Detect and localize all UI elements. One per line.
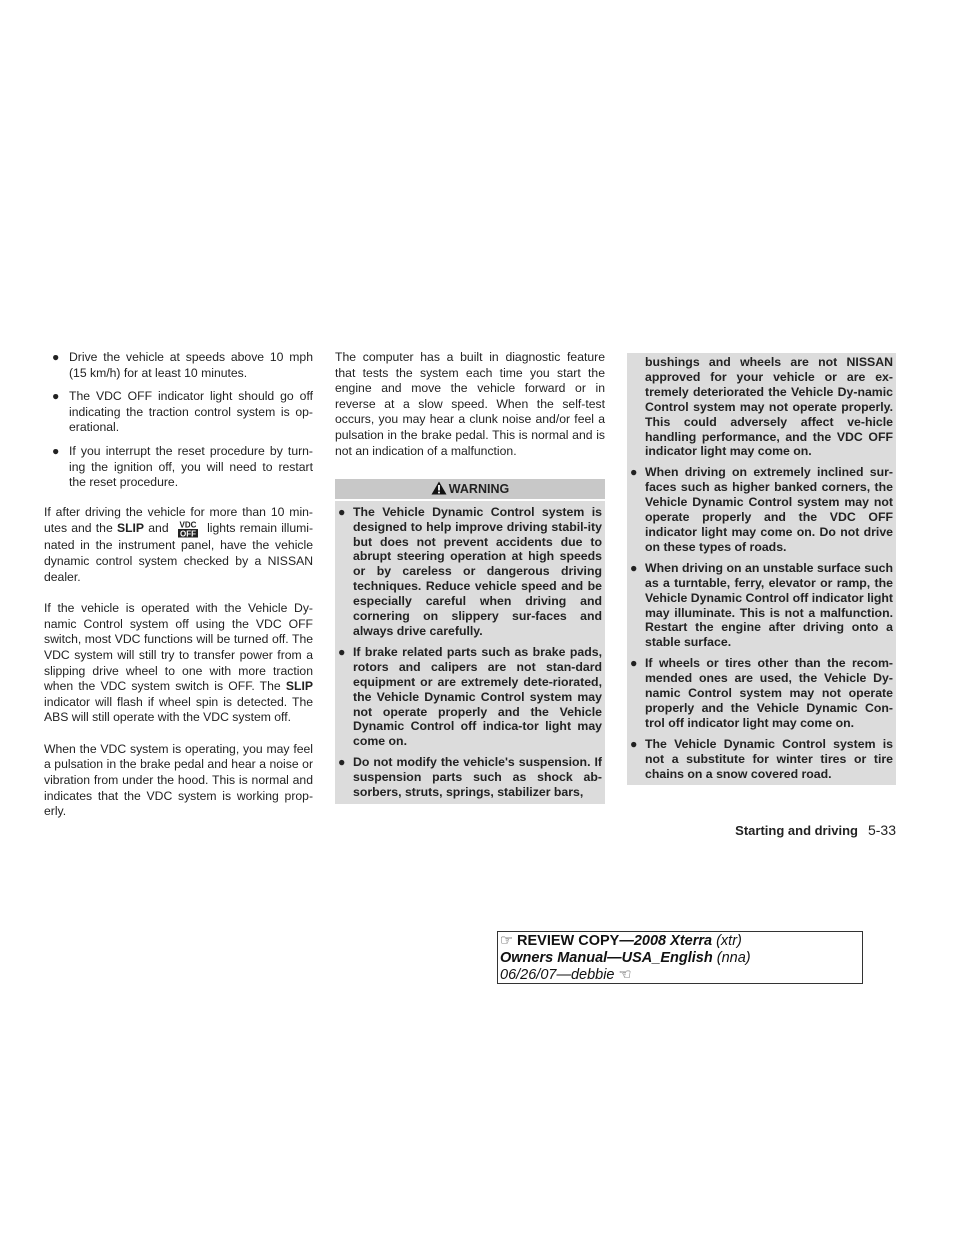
review-line-1: ☞ REVIEW COPY—2008 Xterra (xtr) xyxy=(500,933,742,949)
vdc-off-indicator-icon xyxy=(177,520,199,538)
page-footer xyxy=(600,822,896,838)
vdc-icon-text-top: VDC xyxy=(179,520,197,530)
paragraph: The computer has a built in diagnostic feature that tests the system each time you start the engine and move the vehicle forward or in reverse at a slow speed. When the self-test occurs, you may hear a clunk noise and/or feel a pulsation in the brake pedal. This is normal and is not an indication of a malfunction. xyxy=(335,350,605,458)
bullet-icon: ● xyxy=(338,504,346,519)
vdc-icon-text-bottom: OFF xyxy=(179,529,196,539)
list-item: ● When driving on an unstable surface such as a turntable, ferry, elevator or ramp, the Vehicle Dynamic Control off indicator light may illuminate. This is not a malfunction. Restart the engine after driving onto a stable surface. xyxy=(630,560,894,650)
list-item: ● If wheels or tires other than the recom-mended ones are used, the Vehicle Dy-namic Control system may not operate properly and the Vehicle Dynamic Con-trol off indicator light may come on. xyxy=(630,656,893,730)
list-item: ● The Vehicle Dynamic Control system is not a substitute for winter tires or tire chains on a snow covered road. xyxy=(630,736,893,781)
warning-list xyxy=(627,465,893,781)
list-item: ● Drive the vehicle at speeds above 10 mph (15 km/h) for at least 10 minutes. xyxy=(52,350,313,380)
review-line-2: Owners Manual—USA_English (nna) xyxy=(500,950,751,966)
list-item: ● The VDC OFF indicator light should go off indicating the traction control system is op-erational. xyxy=(52,389,313,435)
warning-box xyxy=(335,479,605,804)
warning-box-continued xyxy=(627,353,896,785)
list-item: ● Do not modify the vehicle's suspension. If suspension parts such as shock ab-sorbers, struts, springs, stabilizer bars, xyxy=(338,755,602,800)
list-item: ● If you interrupt the reset procedure by turn-ing the ignition off, you will need to restart the reset procedure. xyxy=(52,443,313,490)
review-copy-stamp xyxy=(497,931,863,984)
list-item: ● The Vehicle Dynamic Control system is designed to help improve driving stabil-ity but does not prevent accidents due to abrupt steering operation at high speeds or by careless or dangerous driving techniques. Reduce vehicle speed and be especially careful when driving and cornering on slippery sur-faces and always drive carefully. xyxy=(338,504,602,638)
paragraph: When the VDC system is operating, you may feel a pulsation in the brake pedal and hear a noise or vibration from under the hood. This is normal and indicates that the VDC system is working prop-erly. xyxy=(44,741,313,819)
list-item: ● When driving on extremely inclined sur-faces such as higher banked corners, the Vehicle Dynamic Control system may not operate properly and the VDC OFF indicator light may come on. Do not drive on these types of roads. xyxy=(630,465,893,554)
column-middle xyxy=(335,350,605,804)
paragraph: If after driving the vehicle for more than 10 min-utes and the SLIP and VDC OFF lights remain illumi-nated in the instrument panel, have the vehicle dynamic control system checked by a NISSAN dealer. xyxy=(44,504,314,584)
warning-header: WARNING xyxy=(335,479,605,501)
page-number: 5-33 xyxy=(867,822,896,838)
review-line-3: 06/26/07—debbie ☜ xyxy=(500,967,632,983)
bullet-icon: ● xyxy=(52,350,60,364)
bullet-list xyxy=(44,350,313,491)
column-left xyxy=(44,350,313,836)
column-right xyxy=(627,353,896,785)
pointing-hand-right-icon: ☞ xyxy=(500,933,513,949)
bullet-icon: ● xyxy=(338,755,346,770)
bullet-icon: ● xyxy=(338,644,346,659)
warning-list xyxy=(335,501,605,804)
paragraph: If the vehicle is operated with the Vehicle Dy-namic Control system off using the VDC OFF switch, most VDC functions will be turned off. The VDC system will still try to transfer power from a slipping drive wheel to one with more traction when the VDC system switch is OFF. The SLIP indicator will flash if wheel spin is detected. The ABS will still operate with the VDC system off. xyxy=(44,601,313,725)
bullet-icon: ● xyxy=(52,389,60,404)
bullet-icon: ● xyxy=(52,443,60,458)
bullet-icon: ● xyxy=(630,656,638,671)
warning-triangle-icon xyxy=(431,481,447,495)
warning-continuation: bushings and wheels are not NISSAN approved for your vehicle or are ex-tremely deteriorated the Vehicle Dy-namic Control system may not operate properly. This could adversely affect ve-hicle handling performance, and the VDC OFF indicator light may come on. xyxy=(645,355,893,459)
bullet-icon: ● xyxy=(630,560,638,575)
bullet-icon: ● xyxy=(630,465,638,480)
bullet-icon: ● xyxy=(630,736,638,751)
section-title: Starting and driving xyxy=(735,823,858,838)
pointing-hand-left-icon: ☜ xyxy=(618,967,632,983)
list-item: ● If brake related parts such as brake pads, rotors and calipers are not stan-dard equipment or are extremely dete-riorated, the Vehicle Dynamic Control system may not operate properly and the Vehicle Dynamic Control off indica-tor light may come on. xyxy=(338,644,602,749)
